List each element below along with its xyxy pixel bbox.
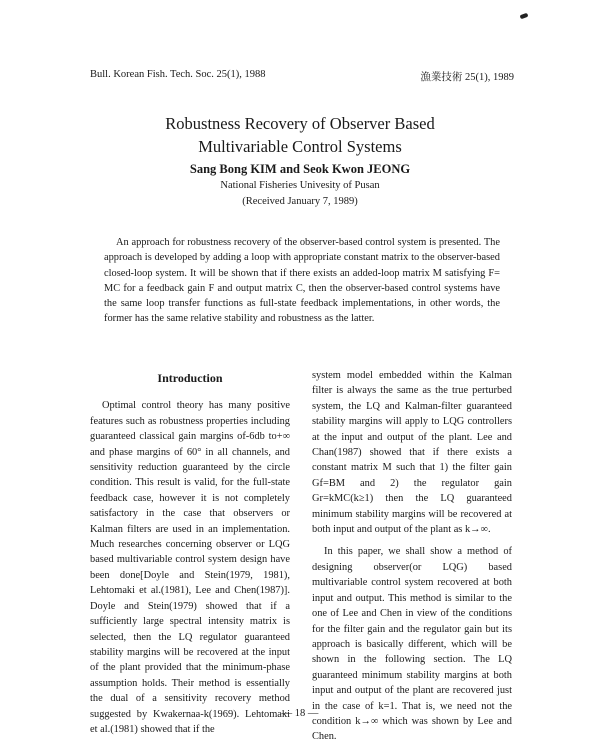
paper-affiliation: National Fisheries Univesity of Pusan bbox=[220, 180, 380, 191]
abstract: An approach for robustness recovery of the observer-based control system is presented. The approach is developed by adding a loop with appropriate constant matrix to the observer-based closed-loop system. It will be shown that if there exists an added-loop matrix M satisfying F= MC for a feedback gain F and output matrix C, then the observer-based control systems have the same loop transfer functions as full-state feedback implementations, in other words, the former has the same relative stability and robustness as the latter. bbox=[104, 237, 500, 325]
scan-mark bbox=[520, 13, 529, 19]
journal-citation-cjk: 漁業技術 25(1), 1989 bbox=[420, 72, 514, 83]
received-date: (Received January 7, 1989) bbox=[242, 196, 358, 207]
paper-title-line1: Robustness Recovery of Observer Based bbox=[165, 114, 435, 133]
section-heading-introduction: Introduction bbox=[157, 371, 223, 385]
intro-paragraph-continued: system model embedded within the Kalman filter is always the same as the true perturbed system, the LQ and Kalman-filter guaranteed stability margins will apply to LQG controllers at the input and output of the plant. Lee and Chan(1987) showed that if there exists a constant matrix M such that 1) the filter gain Gf=BM and 2) the regulator gain Gr=kMC(k≥1) then the LQ guaranteed minimum stability margins will be recovered at both input and output of the plant as k→∞. bbox=[312, 370, 512, 536]
intro-paragraph-1: Optimal control theory has many positive features such as robustness properties including guaranteed classical gain margins of-6db to+∞ and phase margins of 60° in all channels, and sensitivity reduction guaranteed by the circle condition. This result is valid, for the full-state feedback case, however it is not completely satisfactory in the case that observers or Kalman filters are used in an implementation. Much researches concerning observer or LQG based multivariable control system design have been done[Doyle and Stein(1979, 1981), Lehtomaki et al.(1981), Lee and Chen(1987)]. Doyle and Stein(1979) showed that if a sufficiently large spectral intensity matrix is selected, then the LQ regulator guaranteed stability margins will be recovered at the input of the plant provided that the minimum-phase assumption holds. Their method is essentially the dual of a sensitivity recovery method suggested by Kwakernaa-k(1969). Lehtomaki et al.(1981) showed that if the bbox=[90, 400, 290, 735]
left-column bbox=[90, 368, 290, 737]
intro-paragraph-2: In this paper, we shall show a method of designing observer(or LQG) based multivariable control system recovered at both input and output. This method is similar to the one of Lee and Chen in view of the conditions for the filter gain and the regulator gain but its approach is basically different, which will be shown in the following section. The LQ guaranteed minimum stability margins at both input and output of the plant are recovered just in the case of k=1. That is, we need not the condition k→∞ which was shown by Lee and Chen. bbox=[312, 546, 512, 743]
paper-title bbox=[0, 112, 600, 158]
journal-citation: Bull. Korean Fish. Tech. Soc. 25(1), 1988 bbox=[90, 69, 266, 80]
page-number: — 18 — bbox=[281, 708, 319, 719]
paper-authors: Sang Bong KIM and Seok Kwon JEONG bbox=[189, 162, 411, 176]
paper-title-line2: Multivariable Control Systems bbox=[198, 137, 402, 156]
right-column bbox=[312, 368, 512, 745]
